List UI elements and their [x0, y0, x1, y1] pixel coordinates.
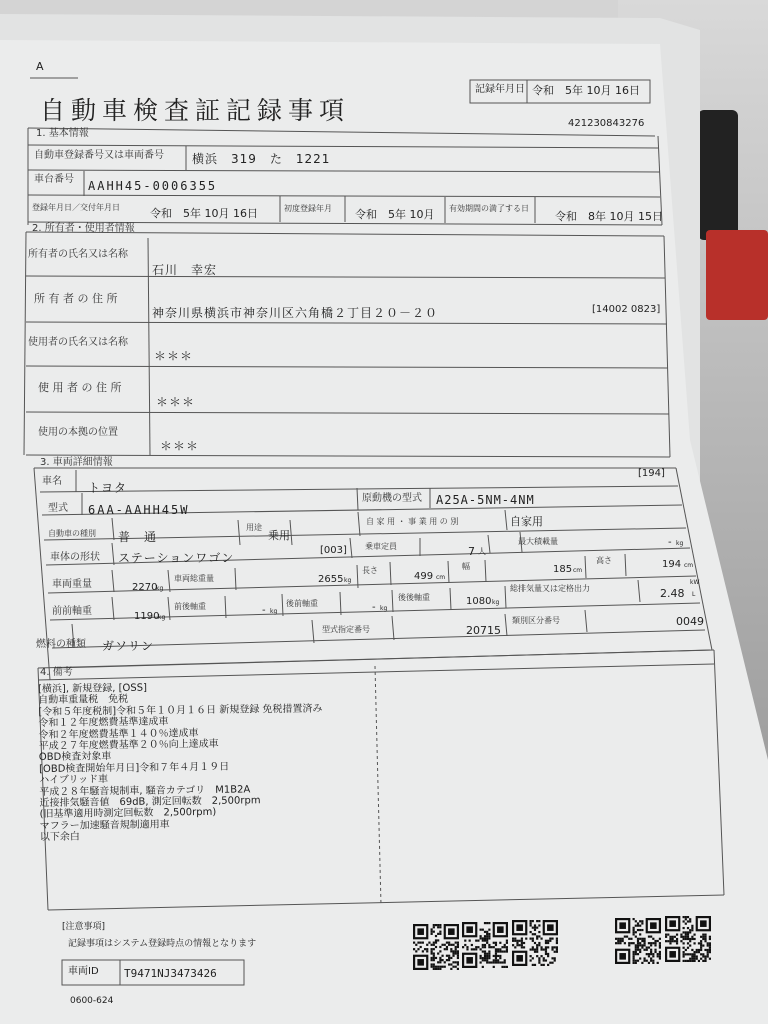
remarks-line: OBD検査対象車	[38, 751, 112, 764]
chassis-label: 車台番号	[34, 174, 74, 185]
chassis-value: AAHH45-0006355	[88, 179, 218, 193]
front-rear-axle-unit: kg	[270, 608, 278, 615]
displacement-label: 総排気量又は定格出力	[510, 584, 590, 593]
weight-unit: kg	[156, 585, 164, 592]
remarks-line: ハイブリッド車	[39, 774, 109, 787]
remarks-line: (旧基準適用時測定回転数 2,500rpm)	[39, 807, 217, 821]
displacement-value: 2.48	[660, 587, 685, 600]
engine-value: A25A-5NM-4NM	[436, 493, 535, 507]
vehicle-id-value: T9471NJ3473426	[124, 967, 217, 980]
body-shape-value: ステーションワゴン	[118, 551, 235, 565]
base-location-label: 使用の本拠の位置	[38, 427, 118, 438]
remarks-line: [令和５年度税制]令和５年１０月１６日 新規登録 免税措置済み	[38, 703, 323, 718]
vehicle-type-label: 自動車の種別	[48, 529, 96, 538]
height-value: 194	[662, 559, 682, 570]
width-value: 185	[553, 564, 573, 575]
weight-value: 2270	[132, 582, 158, 593]
body-shape-code: [003]	[320, 545, 347, 556]
section-owner-user: 2. 所有者・使用者情報	[32, 223, 135, 234]
max-load-unit: kg	[676, 540, 684, 547]
weight-label: 車両重量	[52, 579, 92, 590]
first-reg-value: 令和 5年 10月	[355, 208, 435, 221]
front-rear-axle-label: 前後軸重	[174, 602, 206, 611]
remarks-line: 平成２７年度燃費基準２０％向上達成車	[38, 738, 219, 753]
height-unit: cm	[684, 562, 694, 569]
front-front-axle-unit: kg	[158, 614, 166, 621]
purpose-value: 自家用	[510, 515, 543, 528]
remarks-line: 近接排気騒音値 69dB, 測定回転数 2,500rpm	[39, 795, 261, 810]
use-label: 用途	[246, 523, 262, 532]
remarks-line: 平成２８年騒音規制車, 騒音カテゴリ M1B2A	[39, 784, 251, 798]
front-front-axle-label: 前前軸重	[52, 606, 92, 617]
car-name-label: 車名	[42, 476, 62, 487]
remarks-text	[38, 681, 324, 844]
displacement-unit-kw: kW	[690, 579, 700, 586]
gross-weight-value: 2655	[318, 574, 344, 585]
document-number: 421230843276	[568, 118, 645, 129]
qr-code-2	[462, 922, 508, 968]
document-title: 自動車検査証記録事項	[40, 96, 351, 125]
rear-rear-axle-label: 後後軸重	[398, 593, 430, 602]
reg-number-label: 自動車登録番号又は車両番号	[34, 150, 164, 161]
reg-date-label: 登録年月日／交付年月日	[32, 203, 120, 212]
remarks-line: 令和２年度燃費基準１４０％達成車	[38, 727, 199, 741]
owner-name-label: 所有者の氏名又は名称	[28, 249, 128, 260]
gross-weight-label: 車両総重量	[174, 574, 214, 583]
vehicle-type-value: 普 通	[118, 530, 158, 544]
first-reg-label: 初度登録年月	[284, 204, 332, 213]
record-date-value: 令和 5年 10月 16日	[532, 84, 640, 97]
base-location-value: ＊＊＊	[160, 439, 200, 453]
user-name-label: 使用者の氏名又は名称	[28, 337, 128, 348]
model-label: 型式	[48, 503, 68, 514]
engine-label: 原動機の型式	[362, 493, 422, 504]
section-vehicle-details: 3. 車両詳細情報	[40, 457, 113, 468]
owner-address-label: 所 有 者 の 住 所	[34, 292, 118, 305]
capacity-value: 7	[468, 545, 475, 558]
length-value: 499	[414, 571, 434, 582]
body-shape-label: 車体の形状	[50, 552, 100, 563]
qr-code-5	[665, 916, 711, 962]
front-rear-axle-value: -	[262, 605, 266, 616]
rear-front-axle-unit: kg	[380, 605, 388, 612]
model-value: 6AA-AAHH45W	[88, 503, 190, 517]
displacement-unit-l: L	[692, 591, 696, 598]
owner-address-code: [14002 0823]	[592, 304, 661, 315]
type-number-label: 型式指定番号	[322, 625, 370, 634]
capacity-label: 乗車定員	[365, 542, 397, 551]
reg-number-value: 横浜 319 た 1221	[192, 152, 331, 166]
width-label: 幅	[462, 562, 470, 571]
header-code: A	[36, 60, 44, 73]
notice-label: [注意事項]	[62, 922, 106, 932]
remarks-line: 以下余白	[39, 831, 80, 844]
qr-code-3	[512, 920, 558, 966]
section-remarks: 4. 備考	[40, 667, 73, 678]
expiry-label: 有効期間の満了する日	[449, 204, 529, 213]
type-number-value: 20715	[466, 624, 501, 637]
rear-front-axle-value: -	[372, 602, 376, 613]
capacity-unit: 人	[478, 547, 486, 556]
record-date-label: 記録年月日	[475, 84, 525, 95]
expiry-value: 令和 8年 10月 15日	[555, 210, 663, 223]
max-load-label: 最大積載量	[518, 537, 558, 546]
user-address-value: ＊＊＊	[156, 395, 196, 409]
remarks-line: 令和１２年度燃費基準達成車	[38, 716, 169, 730]
maker-code: [194]	[638, 468, 665, 479]
height-label: 高さ	[596, 556, 612, 565]
purpose-label: 自 家 用 ・ 事 業 用 の 別	[366, 517, 459, 526]
reg-date-value: 令和 5年 10月 16日	[150, 207, 258, 220]
rear-rear-axle-unit: kg	[492, 599, 500, 606]
owner-address-value: 神奈川県横浜市神奈川区六角橋２丁目２０－２０	[152, 306, 439, 320]
remarks-line: [横浜], 新規登録, [OSS]	[38, 682, 148, 695]
remarks-line: 自動車重量税 免税	[38, 694, 129, 707]
remarks-line: [OBD検査開始年月日]令和７年４月１９日	[38, 761, 230, 775]
car-name-value: トヨタ	[88, 481, 128, 495]
user-name-value: ＊＊＊	[154, 349, 194, 363]
length-unit: cm	[436, 574, 446, 581]
notice-text: 記録事項はシステム登録時点の情報となります	[68, 939, 257, 949]
qr-code-4	[615, 918, 661, 964]
gross-weight-unit: kg	[344, 577, 352, 584]
remarks-line: マフラー加速騒音規制適用車	[39, 819, 170, 832]
class-number-value: 0049	[676, 615, 704, 628]
max-load-value: -	[668, 537, 672, 548]
class-number-label: 類別区分番号	[512, 616, 560, 625]
width-unit: cm	[573, 567, 583, 574]
user-address-label: 使 用 者 の 住 所	[38, 381, 122, 394]
owner-name-value: 石川 幸宏	[152, 263, 218, 277]
qr-code-1	[413, 924, 459, 970]
length-label: 長さ	[362, 566, 378, 575]
section-basic-info: 1. 基本情報	[36, 128, 89, 139]
rear-front-axle-label: 後前軸重	[286, 599, 318, 608]
form-code: 0600-624	[70, 996, 114, 1006]
fuel-value: ガソリン	[102, 639, 155, 653]
use-value: 乗用	[268, 529, 290, 542]
vehicle-id-label: 車両ID	[68, 966, 99, 977]
rear-rear-axle-value: 1080	[466, 596, 492, 607]
front-front-axle-value: 1190	[134, 611, 160, 622]
fuel-label: 燃料の種類	[36, 639, 86, 650]
